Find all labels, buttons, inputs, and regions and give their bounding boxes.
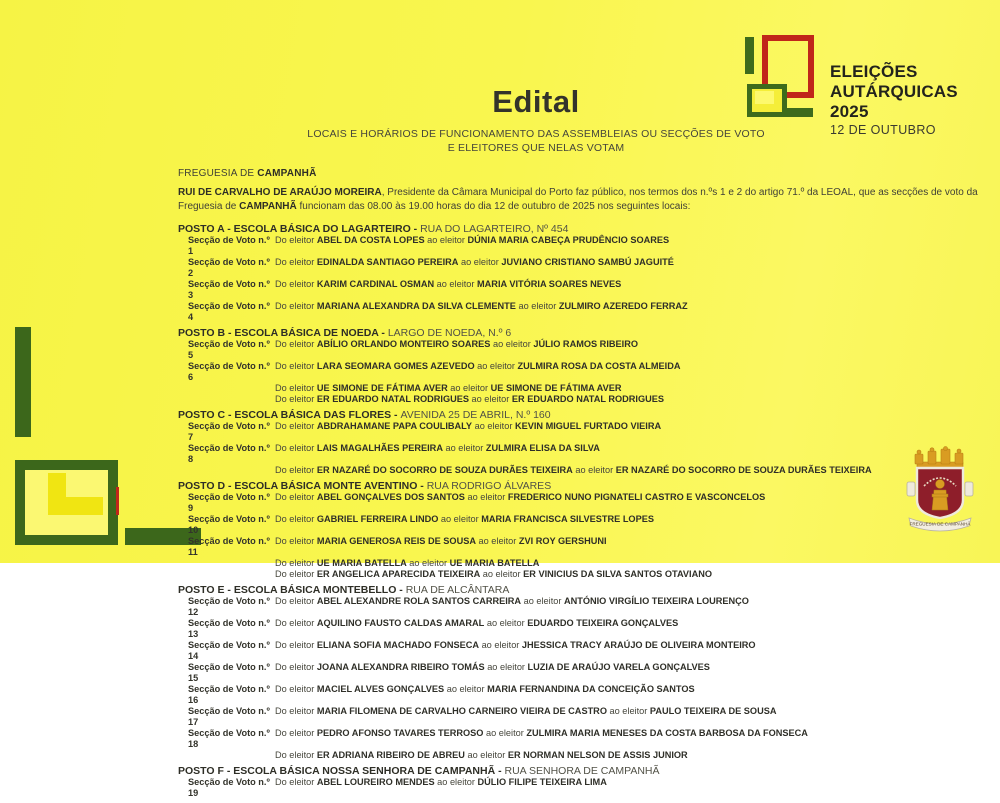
section-label: [178, 558, 275, 569]
section-label: Secção de Voto n.º 8: [188, 443, 270, 464]
voter-range-row: [178, 706, 996, 728]
voter-range-text: Do eleitor ER EDUARDO NATAL RODRIGUES ao eleitor ER EDUARDO NATAL RODRIGUES: [275, 394, 664, 404]
voter-range-text: Do eleitor ABÍLIO ORLANDO MONTEIRO SOARES ao eleitor JÚLIO RAMOS RIBEIRO: [275, 339, 638, 349]
voter-range-row: [178, 235, 996, 257]
section-label: [178, 569, 275, 580]
posto-block: [178, 765, 996, 799]
voter-range-row: [178, 750, 996, 761]
fragment-red-sliver-icon: [116, 487, 119, 515]
section-label: Secção de Voto n.º 3: [188, 279, 270, 300]
section-label: [178, 394, 275, 405]
document-subtitle: [178, 127, 894, 155]
intro-text3: funcionam das 08.00 às 19.00 horas do dia 12 de outubro de 2025 nos seguintes locais:: [296, 201, 691, 212]
posto-heading: POSTO C - ESCOLA BÁSICA DAS FLORES - AVENIDA 25 DE ABRIL, N.º 160: [178, 409, 551, 421]
document-header: [178, 84, 894, 155]
posto-heading: POSTO F - ESCOLA BÁSICA NOSSA SENHORA DE CAMPANHÃ - RUA SENHORA DE CAMPANHÃ: [178, 765, 660, 777]
voter-range-row: [178, 339, 996, 361]
voter-range-text: Do eleitor JOANA ALEXANDRA RIBEIRO TOMÁS ao eleitor LUZIA DE ARAÚJO VARELA GONÇALVES: [275, 662, 710, 672]
voter-range-row: [178, 301, 996, 323]
posto-block: [178, 480, 996, 580]
crest-caption: FREGUESIA DE CAMPANHÃ: [909, 521, 971, 527]
posto-heading: POSTO A - ESCOLA BÁSICA DO LAGARTEIRO - RUA DO LAGARTEIRO, Nº 454: [178, 223, 569, 235]
section-label: Secção de Voto n.º 2: [188, 257, 270, 278]
subtitle-line2: E ELEITORES QUE NELAS VOTAM: [447, 142, 625, 154]
postos-list: [178, 223, 996, 799]
voter-range-text: Do eleitor ABEL GONÇALVES DOS SANTOS ao eleitor FREDERICO NUNO PIGNATELI CASTRO E VASCONCELOS: [275, 492, 766, 502]
voter-range-row: [178, 465, 996, 476]
intro-paragraph: [178, 186, 996, 214]
voter-range-text: Do eleitor MACIEL ALVES GONÇALVES ao eleitor MARIA FERNANDINA DA CONCEIÇÃO SANTOS: [275, 684, 695, 694]
voter-range-text: Do eleitor ER NAZARÉ DO SOCORRO DE SOUZA DURÃES TEIXEIRA ao eleitor ER NAZARÉ DO SOCORRO DE SOUZA DURÃES TEIXEIRA: [275, 465, 872, 475]
posto-heading: POSTO B - ESCOLA BÁSICA DE NOEDA - LARGO DE NOEDA, N.º 6: [178, 327, 512, 339]
voter-range-row: [178, 279, 996, 301]
fragment-green-bar-icon: [15, 327, 31, 437]
intro-freguesia: CAMPANHÃ: [239, 201, 297, 212]
voter-range-text: Do eleitor GABRIEL FERREIRA LINDO ao eleitor MARIA FRANCISCA SILVESTRE LOPES: [275, 514, 654, 524]
voter-range-row: [178, 536, 996, 558]
freguesia-label: FREGUESIA DE: [178, 168, 255, 179]
voter-range-row: [178, 361, 996, 383]
section-label: Secção de Voto n.º 7: [188, 421, 270, 442]
section-label: Secção de Voto n.º 14: [188, 640, 270, 661]
posto-block: [178, 584, 996, 761]
section-label: Secção de Voto n.º 18: [188, 728, 270, 749]
section-label: Secção de Voto n.º 12: [188, 596, 270, 617]
voter-range-row: [178, 492, 996, 514]
logo-line1: ELEIÇÕES: [830, 62, 918, 81]
voter-range-text: Do eleitor ABDRAHAMANE PAPA COULIBALY ao eleitor KEVIN MIGUEL FURTADO VIEIRA: [275, 421, 662, 431]
voter-range-text: Do eleitor UE SIMONE DE FÁTIMA AVER ao eleitor UE SIMONE DE FÁTIMA AVER: [275, 383, 622, 393]
voter-range-row: [178, 443, 996, 465]
voter-range-row: [178, 662, 996, 684]
voter-range-row: [178, 618, 996, 640]
voter-range-text: Do eleitor LAIS MAGALHÃES PEREIRA ao eleitor ZULMIRA ELISA DA SILVA: [275, 443, 600, 453]
voter-range-row: [178, 394, 996, 405]
section-label: Secção de Voto n.º 11: [188, 536, 270, 557]
posto-heading: POSTO E - ESCOLA BÁSICA MONTEBELLO - RUA DE ALCÂNTARA: [178, 584, 510, 596]
voter-range-row: [178, 421, 996, 443]
section-label: Secção de Voto n.º 4: [188, 301, 270, 322]
fragment-yellow-l-icon: [48, 497, 103, 515]
posto-block: [178, 409, 996, 476]
voter-range-row: [178, 383, 996, 394]
voter-range-row: [178, 514, 996, 536]
voter-range-row: [178, 640, 996, 662]
intro-text1: , Presidente da Câmara Municipal do Porto faz público, nos termos dos n.ºs 1 e 2 do artigo 71.º da LEOAL, que as secções de voto da: [381, 187, 978, 198]
voter-range-text: Do eleitor ABEL DA COSTA LOPES ao eleitor DÚNIA MARIA CABEÇA PRUDÊNCIO SOARES: [275, 235, 670, 245]
voter-range-text: Do eleitor ER ANGELICA APARECIDA TEIXEIRA ao eleitor ER VINICIUS DA SILVA SANTOS OTAVIANO: [275, 569, 712, 579]
section-label: Secção de Voto n.º 15: [188, 662, 270, 683]
section-label: [178, 383, 275, 394]
posto-heading: POSTO D - ESCOLA BÁSICA MONTE AVENTINO - RUA RODRIGO ÁLVARES: [178, 480, 552, 492]
voter-range-text: Do eleitor ABEL ALEXANDRE ROLA SANTOS CARREIRA ao eleitor ANTÓNIO VIRGÍLIO TEIXEIRA LOURENÇO: [275, 596, 749, 606]
voter-range-text: Do eleitor PEDRO AFONSO TAVARES TERROSO ao eleitor ZULMIRA MARIA MENESES DA COSTA BARBOSA DA FONSECA: [275, 728, 808, 738]
section-label: Secção de Voto n.º 9: [188, 492, 270, 513]
freguesia-name: CAMPANHÃ: [257, 168, 317, 179]
section-label: Secção de Voto n.º 17: [188, 706, 270, 727]
voter-range-text: Do eleitor ABEL LOUREIRO MENDES ao eleitor DÚLIO FILIPE TEIXEIRA LIMA: [275, 777, 607, 787]
section-label: Secção de Voto n.º 10: [188, 514, 270, 535]
logo-line2: AUTÁRQUICAS 2025: [830, 82, 958, 121]
voter-range-row: [178, 777, 996, 799]
section-label: Secção de Voto n.º 13: [188, 618, 270, 639]
intro-text2: Freguesia de: [178, 201, 240, 212]
subtitle-line1: LOCAIS E HORÁRIOS DE FUNCIONAMENTO DAS ASSEMBLEIAS OU SECÇÕES DE VOTO: [307, 128, 765, 140]
voter-range-row: [178, 728, 996, 750]
section-label: Secção de Voto n.º 16: [188, 684, 270, 705]
voter-range-text: Do eleitor EDINALDA SANTIAGO PEREIRA ao eleitor JUVIANO CRISTIANO SAMBÚ JAGUITÉ: [275, 257, 674, 267]
voter-range-text: Do eleitor MARIA FILOMENA DE CARVALHO CARNEIRO VIEIRA DE CASTRO ao eleitor PAULO TEIXEIRA DE SOUSA: [275, 706, 777, 716]
freguesia-heading: [178, 168, 996, 179]
voter-range-row: [178, 569, 996, 580]
section-label: Secção de Voto n.º 6: [188, 361, 270, 382]
voter-range-row: [178, 558, 996, 569]
section-label: [178, 465, 275, 476]
posto-block: [178, 223, 996, 323]
voter-range-text: Do eleitor KARIM CARDINAL OSMAN ao eleitor MARIA VITÓRIA SOARES NEVES: [275, 279, 622, 289]
voter-range-row: [178, 684, 996, 706]
section-label: Secção de Voto n.º 19: [188, 777, 270, 798]
voter-range-text: Do eleitor MARIANA ALEXANDRA DA SILVA CLEMENTE ao eleitor ZULMIRO AZEREDO FERRAZ: [275, 301, 688, 311]
voter-range-text: Do eleitor LARA SEOMARA GOMES AZEVEDO ao eleitor ZULMIRA ROSA DA COSTA ALMEIDA: [275, 361, 681, 371]
section-label: [178, 750, 275, 761]
edital-content: [178, 84, 996, 803]
section-label: Secção de Voto n.º 1: [188, 235, 270, 256]
voter-range-text: Do eleitor UE MARIA BATELLA ao eleitor UE MARIA BATELLA: [275, 558, 540, 568]
voter-range-row: [178, 257, 996, 279]
logo-green-bar-icon: [745, 37, 754, 74]
voter-range-row: [178, 596, 996, 618]
voter-range-text: Do eleitor ELIANA SOFIA MACHADO FONSECA ao eleitor JHESSICA TRACY ARAÚJO DE OLIVEIRA MONTEIRO: [275, 640, 756, 650]
voter-range-text: Do eleitor MARIA GENEROSA REIS DE SOUSA ao eleitor ZVI ROY GERSHUNI: [275, 536, 607, 546]
voter-range-text: Do eleitor ER ADRIANA RIBEIRO DE ABREU ao eleitor ER NORMAN NELSON DE ASSIS JUNIOR: [275, 750, 688, 760]
section-label: Secção de Voto n.º 5: [188, 339, 270, 360]
posto-block: [178, 327, 996, 405]
logo-line3: 12 DE OUTUBRO: [830, 123, 936, 137]
voter-range-text: Do eleitor AQUILINO FAUSTO CALDAS AMARAL ao eleitor EDUARDO TEIXEIRA GONÇALVES: [275, 618, 679, 628]
mayor-name: RUI DE CARVALHO DE ARAÚJO MOREIRA: [178, 187, 382, 198]
page-title: Edital: [492, 84, 580, 119]
